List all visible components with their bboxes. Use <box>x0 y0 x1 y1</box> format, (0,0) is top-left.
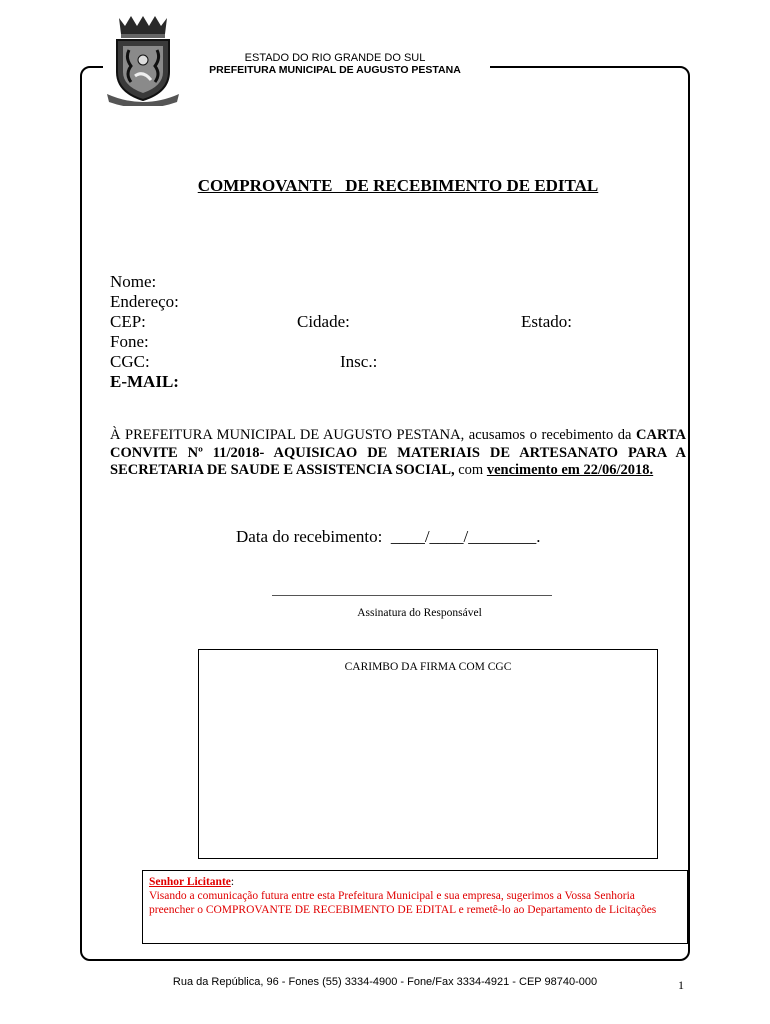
notice-heading: Senhor Licitante <box>149 876 231 888</box>
page-number: 1 <box>678 978 684 992</box>
field-nome: Nome: <box>110 272 157 291</box>
field-fone: Fone: <box>110 332 149 351</box>
header-municipality: PREFEITURA MUNICIPAL DE AUGUSTO PESTANA <box>209 64 461 76</box>
field-cgc: CGC: <box>110 352 150 371</box>
field-cep: CEP: <box>110 312 146 331</box>
field-email: E-MAIL: <box>110 372 179 391</box>
stamp-box <box>198 649 658 859</box>
footer-address: Rua da República, 96 - Fones (55) 3334-4900 - Fone/Fax 3334-4921 - CEP 98740-000 <box>172 976 598 988</box>
acknowledgement-convite: CARTA CONVITE Nº 11/2018- AQUISICAO DE MATERIAIS DE ARTESANATO PARA A SECRETARIA DE SAUDE E ASSISTENCIA SOCIAL, <box>110 427 686 478</box>
coat-of-arms-icon <box>103 14 183 106</box>
field-cidade: Cidade: <box>297 312 350 331</box>
acknowledgement-vencimento: vencimento em 22/06/2018. <box>486 462 654 478</box>
page-title: COMPROVANTE DE RECEBIMENTO DE EDITAL <box>197 176 599 195</box>
acknowledgement-intro: À PREFEITURA MUNICIPAL DE AUGUSTO PESTANA, acusamos o recebimento da <box>110 427 632 443</box>
acknowledgement-com: com <box>454 462 487 478</box>
field-insc: Insc.: <box>340 352 378 371</box>
acknowledgement-paragraph <box>110 427 686 480</box>
notice-body: Visando a comunicação futura entre esta Prefeitura Municipal e sua empresa, sugerimos a Vossa Senhoria preencher o COMPROVANTE DE RECEBIMENTO DE EDITAL e remetê-lo ao Departamento de Licitações <box>149 890 657 916</box>
header-state: ESTADO DO RIO GRANDE DO SUL <box>244 52 426 64</box>
notice-colon: : <box>230 876 235 888</box>
signature-line <box>272 595 552 596</box>
stamp-label: CARIMBO DA FIRMA COM CGC <box>344 661 512 673</box>
field-endereco: Endereço: <box>110 292 179 311</box>
date-received: Data do recebimento: ____/____/________. <box>236 527 541 546</box>
field-estado: Estado: <box>521 312 572 331</box>
signature-label: Assinatura do Responsável <box>357 607 482 619</box>
notice-box <box>142 870 688 944</box>
